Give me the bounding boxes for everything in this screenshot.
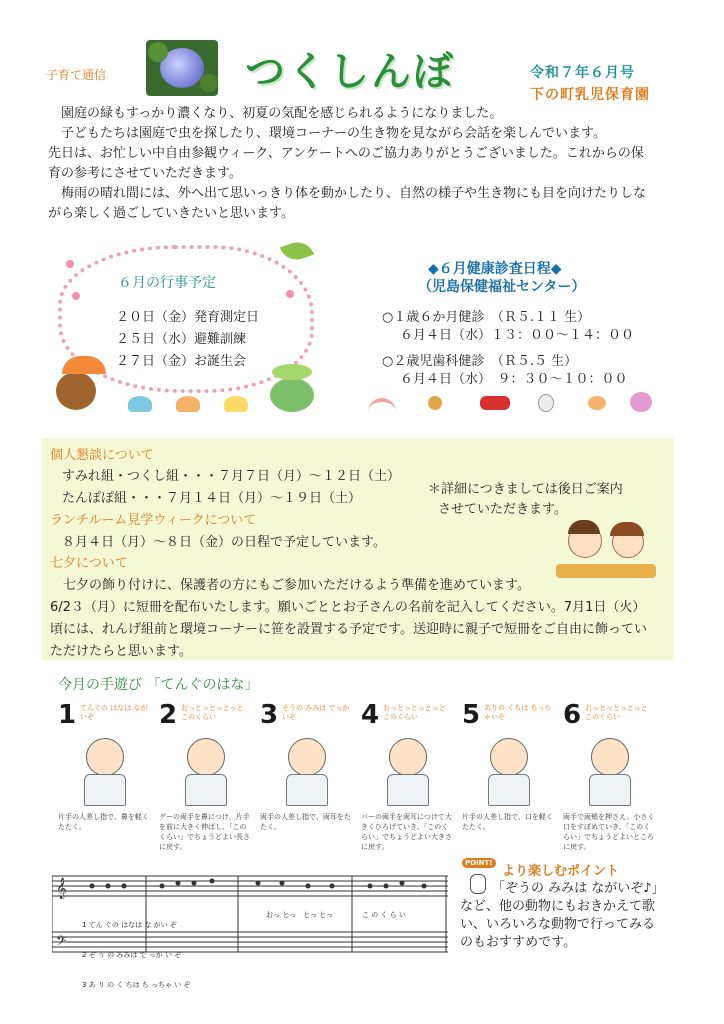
snail-illustration (224, 396, 248, 412)
events-title: ６月の行事予定 (118, 275, 216, 291)
child-body-icon (589, 774, 631, 806)
lunchroom-schedule: ８月４日（月）～８日（金）の日程で予定しています。 (62, 535, 386, 550)
tanabata-heading: 七夕について (50, 556, 128, 571)
child-body-icon (387, 774, 429, 806)
child-face-icon (187, 738, 225, 776)
boots-icon (480, 396, 510, 410)
intro-line: 先日は、お忙しい中自由参観ウィーク、アンケートへのご協力ありがとうございました。これからの保 (48, 146, 644, 161)
point-line: い、いろいろな動物で行ってみる (460, 917, 656, 932)
children-eating-illustration (556, 520, 656, 584)
child-face-icon (288, 738, 326, 776)
meeting-heading: 個人懇談について (50, 448, 154, 463)
lunchroom-heading: ランチルーム見学ウィークについて (50, 513, 257, 528)
lily-pad-icon (272, 364, 312, 380)
child-body-icon (84, 774, 126, 806)
child-face-icon (591, 738, 629, 776)
svg-text:𝄞: 𝄞 (56, 878, 67, 899)
snail-illustration (128, 396, 152, 412)
child-body-icon (185, 774, 227, 806)
intro-line: がら楽しく過ごしていきたいと思います。 (48, 206, 294, 221)
checkup-name: ○２歳児歯科健診 （Ｒ５.５ 生） (382, 354, 578, 369)
step-description: 片手の人差し指で、鼻を軽くたたく。 (58, 813, 149, 831)
frog-illustration (270, 378, 314, 412)
step-number: 1 (58, 700, 77, 730)
event-item: ２７日（金）お誕生会 (116, 354, 247, 369)
rainbow-icon (368, 398, 396, 414)
step-number: 2 (159, 700, 178, 730)
flower-icon (286, 290, 294, 298)
lyrics-line: おっ とっ とっ とっ (266, 911, 334, 919)
event-item: ２５日（水）避難訓練 (116, 332, 247, 347)
meeting-schedule: たんぽぽ組・・・７月１４日（月）～１９日（土） (62, 491, 362, 506)
lyrics-line: 2 ぞ う の みみは で っか い ぞ (82, 951, 182, 959)
details-note: ＊詳細につきましては後日ご案内 (428, 482, 623, 497)
hydrangea-icon (630, 392, 652, 412)
step-lyric: てんぐの はなは ながいぞ (80, 704, 148, 721)
tanabata-text: 七夕の飾り付けに、保護者の方にもご参加いただけるよう準備を進めています。 (50, 578, 530, 593)
step-description: グーの両手を鼻につけ、片手を前に大きく伸ばし、「このくらい」でちょうどよい長さに戻す。 (159, 813, 250, 851)
step-number: 3 (260, 700, 279, 730)
step-lyric: おっとっとっとっと このくらい (383, 704, 446, 721)
handplay-step (159, 700, 255, 860)
checkup-time: ６月４日（水） ９：３０～１０：００ (400, 372, 628, 387)
step-lyric: ありの くちは ちっちゃいぞ (484, 704, 552, 721)
svg-text:𝄢: 𝄢 (56, 933, 67, 952)
music-score (52, 872, 448, 989)
checkup-name: ○１歳６か月健診 （Ｒ５.１１ 生） (382, 310, 591, 325)
step-description: 両手で両頬を押さえ、小さく口をすぼめていき、「このくらい」でちょうどよいところに戻す。 (563, 813, 655, 851)
health-title: ◆６月健康診査日程◆ (428, 261, 562, 277)
handplay-step (260, 700, 356, 860)
handplay-step (361, 700, 457, 860)
teru-teru-bozu-icon (538, 394, 554, 412)
snail-illustration (176, 396, 200, 412)
step-description: 片手の人差し指で、口を軽くたたく。 (462, 813, 553, 831)
step-lyric: おっとっとっとっと このくらい (585, 704, 648, 721)
point-line: のもおすすめです。 (460, 935, 577, 950)
child-face-icon (86, 738, 124, 776)
bear-illustration (56, 372, 96, 410)
flower-icon (66, 260, 74, 268)
step-lyric: おっとっとっとっと このくらい (181, 704, 244, 721)
details-note: させていただきます。 (438, 502, 567, 517)
handplay-step (563, 700, 659, 860)
step-number: 6 (563, 700, 582, 730)
child-face-icon (490, 738, 528, 776)
flower-icon (72, 292, 80, 300)
organization-name: 下の町乳児保育園 (530, 87, 650, 103)
health-venue: （児島保健福祉センター） (418, 279, 586, 295)
pointing-hand-icon (470, 874, 486, 894)
series-label: 子育て通信 (46, 68, 107, 82)
intro-line: 育の参考にさせていただきます。 (48, 166, 242, 181)
point-line: など、他の動物にもおきかえて歌 (460, 899, 656, 914)
child-body-icon (488, 774, 530, 806)
step-lyric: そうの みみは でっかいぞ (282, 704, 350, 721)
child-face-icon (389, 738, 427, 776)
lyrics-line: 3 あ り の く ちは ち っちゃ い ぞ (82, 981, 191, 989)
lyrics-verse (82, 900, 190, 1010)
snail-icon (588, 396, 606, 410)
step-number: 5 (462, 700, 481, 730)
handplay-step (462, 700, 558, 860)
step-number: 4 (361, 700, 380, 730)
event-item: ２０日（金）発育測定日 (116, 310, 260, 325)
intro-text (48, 104, 678, 224)
handplay-title: 今月の手遊び 「てんぐのはな」 (58, 677, 259, 693)
tanabata-text: ただけたらと思います。 (50, 644, 192, 659)
hydrangea-image (146, 40, 218, 96)
handplay-step (58, 700, 154, 860)
cookie-icon (428, 396, 442, 410)
newsletter-title: つくしんぼ (245, 49, 455, 95)
point-line: 「ぞうの みみは ながいぞ♪」 (492, 881, 665, 896)
intro-line: 梅雨の晴れ間には、外へ出て思いっきり体を動かしたり、自然の様子や生き物にも目を向けたりしな (48, 186, 647, 201)
leaf-icon (280, 237, 314, 264)
step-description: パーの両手を両耳につけて大きくひろげていき、「このくらい」でちょうどよい大きさに戻す。 (361, 813, 452, 851)
meeting-schedule: すみれ組・つくし組・・・７月７日（月）～１２日（土） (62, 469, 401, 484)
intro-line: 園庭の緑もすっかり濃くなり、初夏の気配を感じられるようになりました。 (48, 106, 503, 121)
lyrics-line: 1 てん ぐの はなは な がい ぞ (82, 921, 177, 929)
point-badge: POINT! (462, 858, 496, 868)
step-description: 両手の人差し指で、両耳をたたく。 (260, 813, 351, 831)
tanabata-text: 6/2３（月）に短冊を配布いたします。願いごととお子さんの名前を記入してください。7月1日（火） (50, 600, 646, 615)
lyrics-line: こ の く ら い (362, 911, 406, 919)
intro-line: 子どもたちは園庭で虫を探したり、環境コーナーの生き物を見ながら会話を楽しんでいます。 (48, 126, 606, 141)
tanabata-text: 頃には、れんげ組前と環境コーナーに笹を設置する予定です。送迎時に親子で短冊をご自由に飾ってい (50, 622, 647, 637)
checkup-time: ６月４日（水）１３：００～１４：００ (400, 328, 635, 343)
point-title: より楽しむポイント (502, 864, 620, 879)
issue-date: 令和７年６月号 (530, 65, 635, 81)
child-body-icon (286, 774, 328, 806)
